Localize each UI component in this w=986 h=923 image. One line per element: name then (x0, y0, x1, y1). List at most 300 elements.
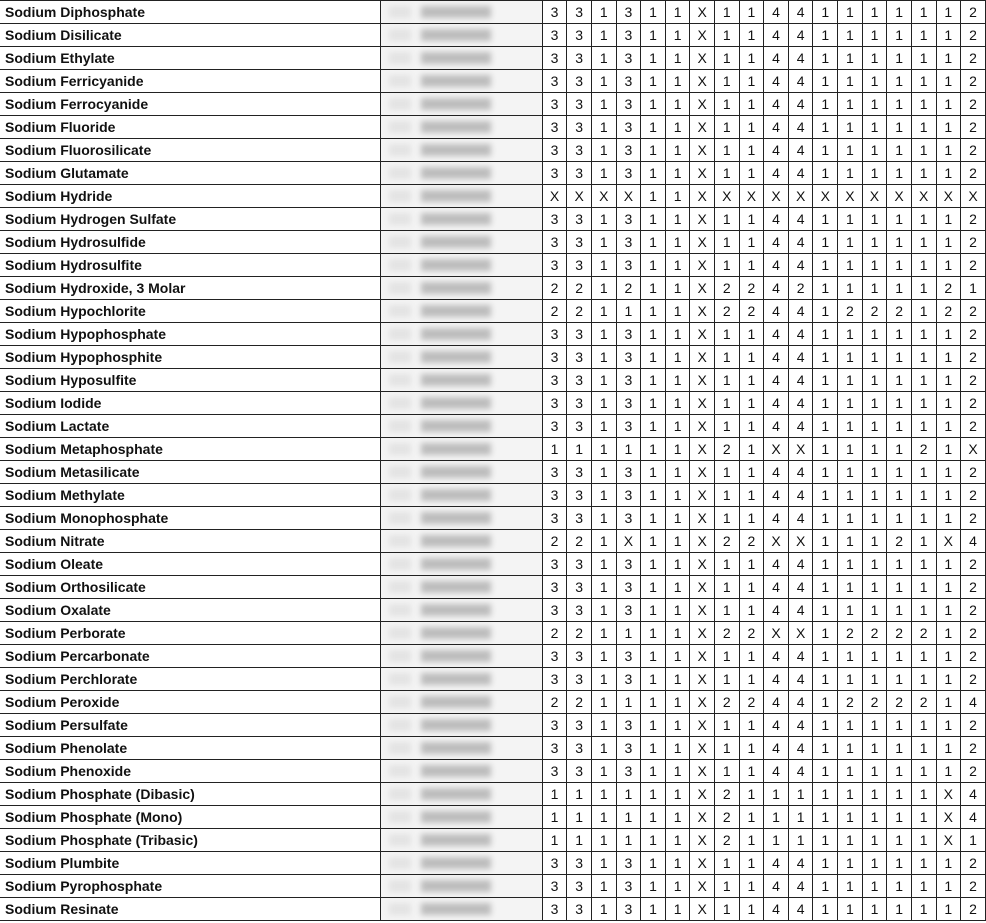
table-row (0, 737, 986, 760)
redacted-cell (381, 553, 543, 576)
table-row (0, 70, 986, 93)
rating-cell: 4 (764, 1, 789, 24)
rating-cell: 1 (591, 829, 616, 852)
rating-cell: 3 (567, 576, 592, 599)
rating-cell: 1 (887, 208, 912, 231)
rating-cell: 1 (641, 70, 666, 93)
rating-cell: 4 (764, 898, 789, 921)
rating-cell: 3 (567, 93, 592, 116)
rating-cell: X (690, 668, 715, 691)
rating-cell: 1 (911, 415, 936, 438)
rating-cell: 2 (961, 507, 986, 530)
rating-cell: 1 (813, 1, 838, 24)
rating-cell: 1 (838, 645, 863, 668)
redacted-cell (381, 530, 543, 553)
rating-cell: 1 (591, 300, 616, 323)
rating-cell: 1 (887, 369, 912, 392)
rating-cell: X (690, 783, 715, 806)
rating-cell: 3 (542, 461, 567, 484)
rating-cell: 1 (739, 93, 764, 116)
rating-cell: 1 (641, 829, 666, 852)
chemical-name-cell: Sodium Hypophosphite (0, 346, 381, 369)
rating-cell: 3 (542, 645, 567, 668)
rating-cell: 4 (764, 346, 789, 369)
rating-cell: 3 (542, 415, 567, 438)
rating-cell: 4 (764, 461, 789, 484)
redacted-mark (389, 52, 411, 64)
rating-cell: 1 (936, 875, 961, 898)
rating-cell: 2 (961, 47, 986, 70)
rating-cell: 1 (739, 438, 764, 461)
rating-cell: 1 (838, 277, 863, 300)
rating-cell: 1 (887, 783, 912, 806)
redacted-mark (389, 765, 411, 777)
rating-cell: 1 (813, 875, 838, 898)
rating-cell: 1 (887, 392, 912, 415)
redacted-mark (389, 29, 411, 41)
rating-cell: 1 (887, 507, 912, 530)
redacted-mark (389, 742, 411, 754)
rating-cell: X (788, 622, 813, 645)
rating-cell: 1 (838, 484, 863, 507)
rating-cell: 1 (862, 530, 887, 553)
rating-cell: 4 (788, 461, 813, 484)
chemical-name-cell: Sodium Ethylate (0, 47, 381, 70)
rating-cell: 1 (591, 783, 616, 806)
rating-cell: 2 (961, 162, 986, 185)
rating-cell: 1 (862, 599, 887, 622)
redacted-mark (421, 190, 491, 202)
rating-cell: 4 (788, 369, 813, 392)
rating-cell: 3 (616, 208, 641, 231)
redacted-mark (421, 167, 491, 179)
rating-cell: 4 (788, 875, 813, 898)
redacted-mark (389, 236, 411, 248)
rating-cell: 1 (936, 645, 961, 668)
chemical-name-cell: Sodium Oleate (0, 553, 381, 576)
chemical-name-cell: Sodium Hydroxide, 3 Molar (0, 277, 381, 300)
table-row (0, 576, 986, 599)
rating-cell: X (911, 185, 936, 208)
rating-cell: 1 (936, 369, 961, 392)
rating-cell: 1 (887, 461, 912, 484)
redacted-cell (381, 300, 543, 323)
rating-cell: 1 (665, 484, 690, 507)
redacted-mark (421, 121, 491, 133)
rating-cell: 1 (715, 714, 740, 737)
rating-cell: 3 (616, 553, 641, 576)
rating-cell: 2 (838, 300, 863, 323)
rating-cell: 1 (887, 24, 912, 47)
rating-cell: X (690, 622, 715, 645)
rating-cell: 1 (591, 277, 616, 300)
rating-cell: 2 (567, 530, 592, 553)
rating-cell: 1 (813, 829, 838, 852)
rating-cell: 4 (961, 691, 986, 714)
rating-cell: 1 (739, 208, 764, 231)
rating-cell: 1 (936, 461, 961, 484)
rating-cell: 1 (887, 139, 912, 162)
rating-cell: 1 (936, 93, 961, 116)
rating-cell: 1 (936, 392, 961, 415)
rating-cell: 3 (567, 852, 592, 875)
redacted-mark (421, 351, 491, 363)
rating-cell: 1 (911, 277, 936, 300)
rating-cell: 2 (961, 875, 986, 898)
rating-cell: 2 (715, 829, 740, 852)
rating-cell: 3 (616, 254, 641, 277)
rating-cell: X (690, 530, 715, 553)
rating-cell: 1 (641, 47, 666, 70)
rating-cell: 1 (542, 783, 567, 806)
table-row (0, 162, 986, 185)
rating-cell: 4 (788, 691, 813, 714)
rating-cell: 2 (961, 461, 986, 484)
rating-cell: 4 (788, 300, 813, 323)
rating-cell: 1 (936, 47, 961, 70)
rating-cell: 1 (641, 346, 666, 369)
rating-cell: 1 (911, 760, 936, 783)
rating-cell: 1 (665, 852, 690, 875)
redacted-mark (389, 558, 411, 570)
rating-cell: 1 (961, 829, 986, 852)
rating-cell: 2 (961, 898, 986, 921)
rating-cell: 1 (813, 714, 838, 737)
rating-cell: 1 (715, 93, 740, 116)
rating-cell: 1 (591, 162, 616, 185)
redacted-mark (389, 121, 411, 133)
rating-cell: 4 (764, 691, 789, 714)
rating-cell: 2 (715, 622, 740, 645)
rating-cell: 1 (813, 139, 838, 162)
rating-cell: 1 (936, 691, 961, 714)
chemical-name-cell: Sodium Metaphosphate (0, 438, 381, 461)
rating-cell: X (616, 530, 641, 553)
rating-cell: 1 (813, 392, 838, 415)
rating-cell: 1 (813, 277, 838, 300)
rating-cell: 4 (764, 369, 789, 392)
chemical-name-cell: Sodium Lactate (0, 415, 381, 438)
rating-cell: 1 (665, 875, 690, 898)
rating-cell: 1 (739, 47, 764, 70)
rating-cell: 3 (616, 70, 641, 93)
rating-cell: 4 (788, 852, 813, 875)
table-row (0, 369, 986, 392)
rating-cell: 1 (739, 415, 764, 438)
rating-cell: 4 (788, 392, 813, 415)
rating-cell: 4 (764, 277, 789, 300)
rating-cell: 2 (567, 622, 592, 645)
table-row (0, 277, 986, 300)
rating-cell: 1 (739, 139, 764, 162)
rating-cell: 1 (911, 231, 936, 254)
rating-cell: 1 (665, 392, 690, 415)
rating-cell: 4 (764, 93, 789, 116)
redacted-cell (381, 461, 543, 484)
rating-cell: 1 (641, 875, 666, 898)
chemical-name-cell: Sodium Pyrophosphate (0, 875, 381, 898)
rating-cell: 3 (542, 714, 567, 737)
rating-cell: 1 (911, 208, 936, 231)
chemical-name-cell: Sodium Perchlorate (0, 668, 381, 691)
rating-cell: 3 (616, 346, 641, 369)
rating-cell: 1 (838, 1, 863, 24)
rating-cell: 2 (739, 277, 764, 300)
rating-cell: 1 (739, 323, 764, 346)
rating-cell: 4 (788, 24, 813, 47)
rating-cell: 1 (739, 829, 764, 852)
rating-cell: 1 (591, 323, 616, 346)
rating-cell: 1 (813, 116, 838, 139)
rating-cell: 4 (764, 208, 789, 231)
chemical-name-cell: Sodium Oxalate (0, 599, 381, 622)
rating-cell: 4 (764, 231, 789, 254)
rating-cell: 1 (739, 645, 764, 668)
redacted-cell (381, 1, 543, 24)
table-row (0, 47, 986, 70)
rating-cell: 1 (961, 277, 986, 300)
rating-cell: X (690, 576, 715, 599)
rating-cell: X (690, 1, 715, 24)
rating-cell: 1 (641, 507, 666, 530)
rating-cell: 3 (567, 599, 592, 622)
rating-cell: 1 (838, 93, 863, 116)
rating-cell: 4 (764, 392, 789, 415)
rating-cell: 4 (764, 645, 789, 668)
rating-cell: 2 (936, 300, 961, 323)
rating-cell: 2 (961, 346, 986, 369)
redacted-cell (381, 622, 543, 645)
rating-cell: 2 (887, 622, 912, 645)
rating-cell: 1 (665, 185, 690, 208)
rating-cell: 3 (616, 852, 641, 875)
rating-cell: 1 (911, 668, 936, 691)
rating-cell: 1 (665, 369, 690, 392)
rating-cell: 2 (961, 737, 986, 760)
redacted-mark (421, 535, 491, 547)
rating-cell: X (764, 530, 789, 553)
rating-cell: 4 (788, 737, 813, 760)
rating-cell: 1 (813, 806, 838, 829)
rating-cell: 4 (788, 93, 813, 116)
redacted-mark (389, 788, 411, 800)
rating-cell: 1 (641, 622, 666, 645)
rating-cell: 1 (641, 139, 666, 162)
rating-cell: 1 (887, 714, 912, 737)
redacted-mark (421, 604, 491, 616)
rating-cell: 3 (616, 162, 641, 185)
rating-cell: 1 (739, 116, 764, 139)
rating-cell: 1 (739, 737, 764, 760)
redacted-mark (389, 466, 411, 478)
rating-cell: 3 (616, 507, 641, 530)
rating-cell: 1 (813, 737, 838, 760)
rating-cell: 1 (862, 93, 887, 116)
chemical-name-cell: Sodium Iodide (0, 392, 381, 415)
rating-cell: 3 (567, 898, 592, 921)
rating-cell: 1 (591, 530, 616, 553)
rating-cell: 1 (665, 576, 690, 599)
rating-cell: X (715, 185, 740, 208)
rating-cell: 1 (715, 668, 740, 691)
rating-cell: 1 (911, 47, 936, 70)
table-row (0, 254, 986, 277)
rating-cell: 4 (788, 231, 813, 254)
rating-cell: 1 (936, 852, 961, 875)
rating-cell: 1 (641, 852, 666, 875)
rating-cell: 3 (542, 760, 567, 783)
rating-cell: 2 (542, 691, 567, 714)
rating-cell: 3 (542, 346, 567, 369)
rating-cell: 1 (838, 553, 863, 576)
redacted-mark (389, 489, 411, 501)
rating-cell: 1 (911, 806, 936, 829)
redacted-mark (389, 6, 411, 18)
rating-cell: 1 (739, 231, 764, 254)
rating-cell: 1 (936, 254, 961, 277)
table-row (0, 484, 986, 507)
table-row (0, 507, 986, 530)
rating-cell: 1 (936, 668, 961, 691)
rating-cell: 1 (739, 162, 764, 185)
rating-cell: 1 (911, 139, 936, 162)
redacted-mark (421, 903, 491, 915)
redacted-mark (421, 98, 491, 110)
rating-cell: X (690, 714, 715, 737)
rating-cell: 1 (665, 162, 690, 185)
rating-cell: 1 (887, 553, 912, 576)
redacted-cell (381, 691, 543, 714)
rating-cell: 3 (542, 852, 567, 875)
rating-cell: 1 (739, 461, 764, 484)
rating-cell: 1 (862, 783, 887, 806)
rating-cell: 1 (641, 369, 666, 392)
rating-cell: 1 (813, 576, 838, 599)
redacted-mark (421, 443, 491, 455)
rating-cell: 1 (591, 484, 616, 507)
rating-cell: 1 (862, 139, 887, 162)
redacted-cell (381, 93, 543, 116)
rating-cell: 4 (764, 116, 789, 139)
rating-cell: 1 (838, 599, 863, 622)
redacted-cell (381, 438, 543, 461)
rating-cell: 2 (887, 530, 912, 553)
rating-cell: 4 (788, 714, 813, 737)
rating-cell: 1 (715, 507, 740, 530)
rating-cell: X (690, 438, 715, 461)
rating-cell: 3 (567, 714, 592, 737)
rating-cell: 1 (715, 415, 740, 438)
rating-cell: 1 (715, 346, 740, 369)
rating-cell: 2 (739, 622, 764, 645)
rating-cell: X (690, 691, 715, 714)
redacted-mark (421, 581, 491, 593)
rating-cell: 1 (567, 829, 592, 852)
rating-cell: 1 (591, 415, 616, 438)
rating-cell: 3 (616, 737, 641, 760)
rating-cell: 1 (665, 737, 690, 760)
rating-cell: 3 (542, 553, 567, 576)
redacted-mark (421, 282, 491, 294)
rating-cell: 1 (813, 47, 838, 70)
redacted-cell (381, 323, 543, 346)
rating-cell: 1 (862, 576, 887, 599)
rating-cell: 1 (641, 208, 666, 231)
rating-cell: 3 (616, 484, 641, 507)
redacted-cell (381, 185, 543, 208)
rating-cell: 1 (838, 323, 863, 346)
rating-cell: 2 (961, 323, 986, 346)
rating-cell: 3 (542, 323, 567, 346)
rating-cell: 1 (838, 47, 863, 70)
redacted-cell (381, 760, 543, 783)
table-row (0, 300, 986, 323)
rating-cell: 1 (887, 760, 912, 783)
rating-cell: 1 (665, 691, 690, 714)
rating-cell: 1 (739, 70, 764, 93)
rating-cell: 2 (567, 277, 592, 300)
rating-cell: 3 (616, 668, 641, 691)
rating-cell: 1 (887, 346, 912, 369)
rating-cell: 4 (764, 875, 789, 898)
rating-cell: 1 (641, 461, 666, 484)
rating-cell: 1 (641, 231, 666, 254)
redacted-mark (421, 857, 491, 869)
redacted-cell (381, 484, 543, 507)
rating-cell: 3 (567, 369, 592, 392)
chemical-name-cell: Sodium Hydrosulfide (0, 231, 381, 254)
rating-cell: 2 (567, 300, 592, 323)
rating-cell: 1 (591, 806, 616, 829)
rating-cell: 2 (542, 530, 567, 553)
rating-cell: X (690, 599, 715, 622)
rating-cell: 1 (739, 576, 764, 599)
rating-cell: 3 (542, 208, 567, 231)
rating-cell: 1 (715, 162, 740, 185)
redacted-mark (389, 190, 411, 202)
rating-cell: 1 (715, 898, 740, 921)
rating-cell: 4 (961, 806, 986, 829)
rating-cell: 1 (591, 668, 616, 691)
rating-cell: 2 (739, 300, 764, 323)
rating-cell: X (690, 484, 715, 507)
rating-cell: 2 (961, 208, 986, 231)
rating-cell: 1 (715, 645, 740, 668)
rating-cell: 1 (739, 392, 764, 415)
rating-cell: 1 (641, 93, 666, 116)
rating-cell: 3 (542, 737, 567, 760)
rating-cell: 1 (591, 231, 616, 254)
rating-cell: 1 (715, 484, 740, 507)
rating-cell: 1 (739, 760, 764, 783)
rating-cell: 1 (887, 806, 912, 829)
rating-cell: 1 (887, 599, 912, 622)
rating-cell: 1 (936, 714, 961, 737)
rating-cell: 1 (887, 162, 912, 185)
chemical-name-cell: Sodium Methylate (0, 484, 381, 507)
redacted-cell (381, 576, 543, 599)
table-row (0, 553, 986, 576)
redacted-mark (389, 673, 411, 685)
rating-cell: 3 (542, 875, 567, 898)
rating-cell: 3 (616, 461, 641, 484)
rating-cell: 3 (567, 254, 592, 277)
rating-cell: 3 (542, 254, 567, 277)
rating-cell: 3 (616, 24, 641, 47)
rating-cell: 1 (838, 254, 863, 277)
rating-cell: 3 (567, 162, 592, 185)
rating-cell: X (838, 185, 863, 208)
